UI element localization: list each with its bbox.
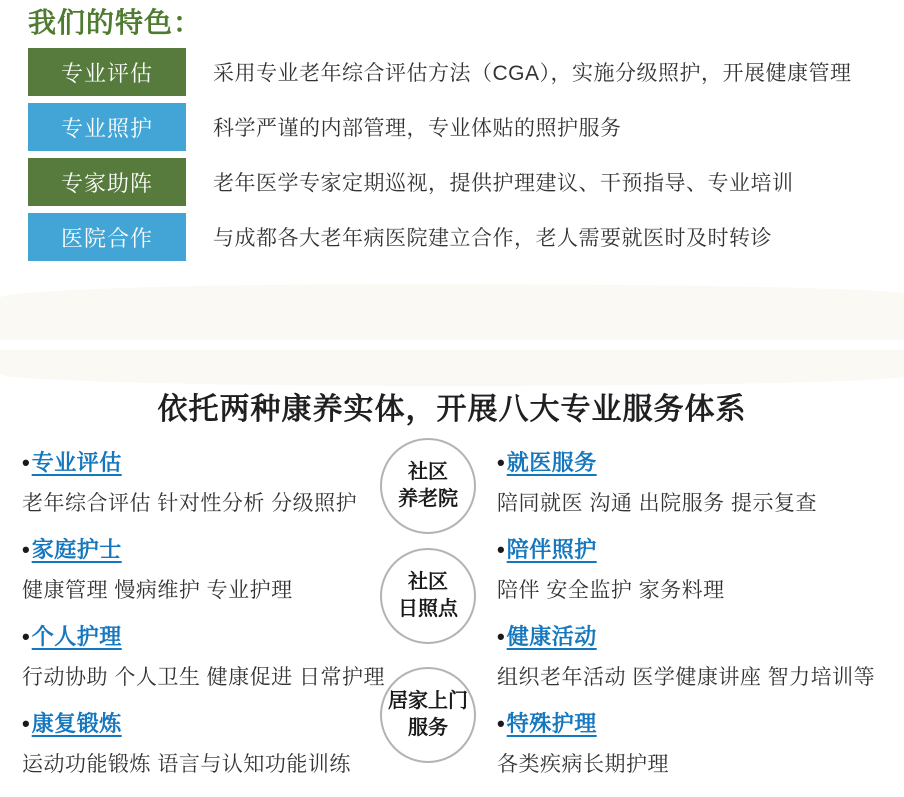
bullet-icon: • — [497, 537, 505, 562]
entity-circle-community-daycare — [380, 548, 476, 644]
entity-label-line: 日照点 — [398, 598, 458, 620]
bullet-icon: • — [22, 624, 30, 649]
service-heading — [497, 710, 897, 741]
service-detail: 运动功能锻炼 语言与认知功能训练 — [22, 753, 351, 776]
service-detail: 陪伴 安全监护 家务料理 — [497, 579, 725, 602]
entity-circle-home-visit-service — [380, 667, 476, 763]
service-link-companion-care[interactable]: 陪伴照护 — [506, 537, 597, 562]
bullet-icon: • — [497, 711, 505, 736]
features-section — [28, 6, 852, 268]
service-heading — [22, 710, 374, 741]
entity-label-line: 居家上门 — [388, 690, 468, 712]
service-item — [497, 623, 897, 692]
service-link-rehab-exercise[interactable]: 康复锻炼 — [31, 711, 122, 736]
bullet-icon: • — [497, 624, 505, 649]
services-section — [0, 440, 904, 782]
service-detail: 各类疾病长期护理 — [497, 753, 669, 776]
entity-circle-community-nursing-home — [380, 438, 476, 534]
feature-row — [28, 103, 852, 151]
feature-description: 与成都各大老年病医院建立合作，老人需要就医时及时转诊 — [213, 227, 772, 250]
service-link-health-activities[interactable]: 健康活动 — [506, 624, 597, 649]
feature-badge-hospital-cooperation: 医院合作 — [28, 213, 186, 261]
service-link-family-nurse[interactable]: 家庭护士 — [31, 537, 122, 562]
service-item — [22, 710, 374, 779]
bullet-icon: • — [22, 537, 30, 562]
service-heading — [497, 536, 897, 567]
bullet-icon: • — [497, 450, 505, 475]
service-item — [22, 449, 374, 518]
service-link-special-nursing[interactable]: 特殊护理 — [506, 711, 597, 736]
service-detail: 陪同就医 沟通 出院服务 提示复查 — [497, 492, 818, 515]
service-heading — [22, 623, 374, 654]
services-right-column — [497, 440, 897, 797]
service-item — [497, 710, 897, 779]
service-item — [22, 536, 374, 605]
service-heading — [22, 536, 374, 567]
service-heading — [22, 449, 374, 480]
service-item — [497, 449, 897, 518]
services-left-column — [22, 440, 386, 797]
bullet-icon: • — [22, 711, 30, 736]
entity-label-line: 服务 — [408, 717, 448, 739]
service-detail: 组织老年活动 医学健康讲座 智力培训等 — [497, 666, 876, 689]
entity-label-line: 养老院 — [398, 488, 458, 510]
entity-label-line: 社区 — [408, 461, 448, 483]
feature-badge-professional-assessment: 专业评估 — [28, 48, 186, 96]
feature-row — [28, 48, 852, 96]
service-link-medical-escort[interactable]: 就医服务 — [506, 450, 597, 475]
service-detail: 健康管理 慢病维护 专业护理 — [22, 579, 293, 602]
bullet-icon: • — [22, 450, 30, 475]
services-title: 依托两种康养实体，开展八大专业服务体系 — [157, 393, 747, 426]
feature-row — [28, 213, 852, 261]
service-link-personal-care[interactable]: 个人护理 — [31, 624, 122, 649]
service-heading — [497, 449, 897, 480]
feature-badge-professional-care: 专业照护 — [28, 103, 186, 151]
service-item — [497, 536, 897, 605]
features-title: 我们的特色： — [28, 7, 203, 38]
background-wave-band — [0, 350, 904, 386]
service-detail: 行动协助 个人卫生 健康促进 日常护理 — [22, 666, 386, 689]
feature-row — [28, 158, 852, 206]
feature-description: 科学严谨的内部管理，专业体贴的照护服务 — [213, 117, 622, 140]
service-item — [22, 623, 386, 692]
service-link-professional-assessment[interactable]: 专业评估 — [31, 450, 122, 475]
feature-description: 老年医学专家定期巡视，提供护理建议、干预指导、专业培训 — [213, 172, 794, 195]
feature-description: 采用专业老年综合评估方法（CGA），实施分级照护，开展健康管理 — [213, 62, 852, 85]
service-heading — [497, 623, 897, 654]
background-wave-band — [0, 284, 904, 340]
feature-badge-expert-support: 专家助阵 — [28, 158, 186, 206]
service-detail: 老年综合评估 针对性分析 分级照护 — [22, 492, 358, 515]
entity-label-line: 社区 — [408, 571, 448, 593]
